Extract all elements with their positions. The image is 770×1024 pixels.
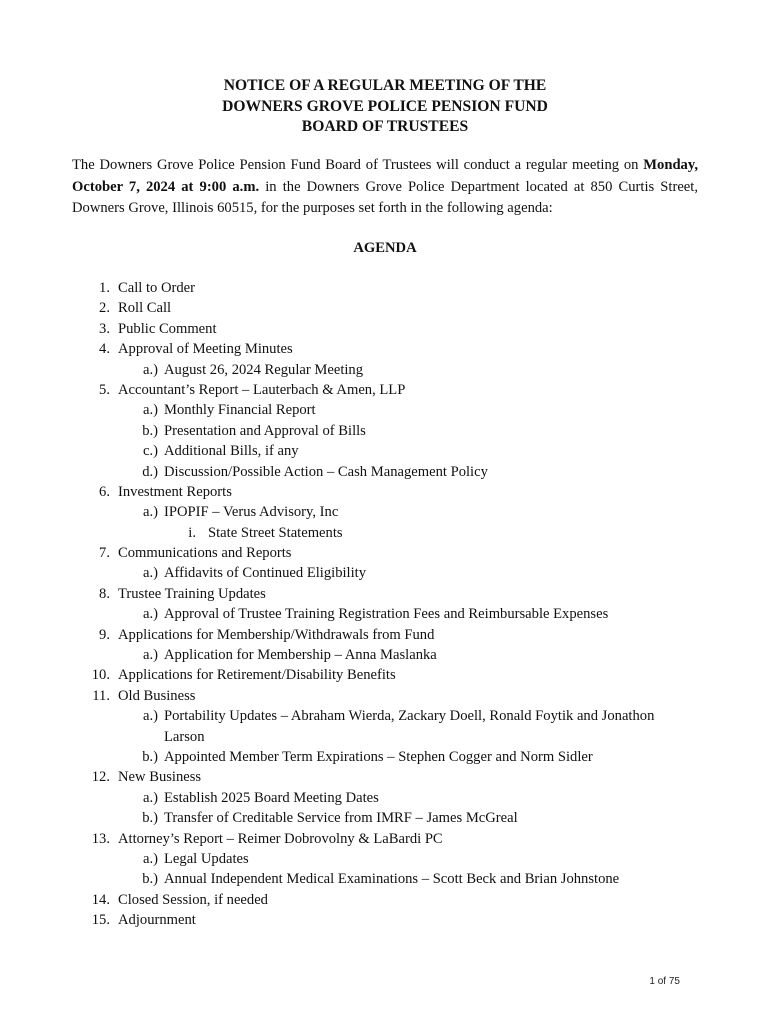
agenda-item-number: i.	[188, 524, 196, 541]
agenda-item-text: Old Business	[118, 687, 196, 704]
agenda-item-text: Larson	[164, 728, 205, 745]
agenda-item	[72, 298, 698, 318]
agenda-item-text: Roll Call	[118, 300, 172, 317]
agenda-item-number: 4.	[99, 341, 110, 358]
agenda-item	[72, 890, 698, 910]
agenda-item-text: Trustee Training Updates	[118, 585, 266, 602]
agenda-item-number: 11.	[92, 687, 110, 704]
agenda-item-number: 6.	[99, 483, 110, 500]
agenda-item-text: Transfer of Creditable Service from IMRF – James McGreal	[164, 810, 518, 827]
agenda-item-number: b.)	[142, 422, 158, 439]
agenda-item	[72, 767, 698, 787]
title-line-2: DOWNERS GROVE POLICE PENSION FUND	[222, 97, 548, 115]
agenda-subitem	[72, 645, 698, 665]
agenda-item	[72, 482, 698, 502]
agenda-subitem	[72, 563, 698, 583]
agenda-item-number: 14.	[91, 891, 110, 908]
agenda-item	[72, 278, 698, 298]
agenda-subitem	[72, 421, 698, 441]
agenda-item-text: State Street Statements	[208, 524, 343, 541]
intro-text-before: The Downers Grove Police Pension Fund Board of Trustees will conduct a regular meeting on	[72, 157, 644, 173]
agenda-subitem	[72, 441, 698, 461]
agenda-item-number: a.)	[143, 565, 158, 582]
agenda-item-number: a.)	[143, 606, 158, 623]
agenda-item-number: 12.	[91, 769, 110, 786]
agenda-subitem	[72, 523, 698, 543]
agenda-item-text: Presentation and Approval of Bills	[164, 422, 366, 439]
agenda-item-text: Additional Bills, if any	[164, 443, 299, 460]
meeting-datetime: Monday, October 7, 2024 at 9:00 a.m.	[72, 157, 698, 195]
agenda-item-number: c.)	[143, 443, 158, 460]
agenda-item	[72, 665, 698, 685]
intro-paragraph	[72, 155, 698, 220]
agenda-item	[72, 319, 698, 339]
agenda-item-text: Applications for Retirement/Disability Benefits	[118, 667, 396, 684]
agenda-subitem	[72, 808, 698, 828]
intro-text-after: in the Downers Grove Police Department located at 850 Curtis Street, Downers Grove, Illinois 60515, for the purposes set forth in the following agenda:	[72, 178, 698, 216]
agenda-subitem	[72, 502, 698, 522]
agenda-subitem	[72, 462, 698, 482]
agenda-item-number: 13.	[91, 830, 110, 847]
agenda-item-continuation	[72, 727, 698, 747]
agenda-item-number: a.)	[143, 504, 158, 521]
agenda-item-text: Call to Order	[118, 280, 196, 296]
notice-title	[72, 76, 698, 138]
agenda-item-text: Communications and Reports	[118, 545, 292, 562]
agenda-item-number: 9.	[99, 626, 110, 643]
agenda-item-text: Accountant’s Report – Lauterbach & Amen, LLP	[118, 381, 406, 398]
agenda-item-number: d.)	[142, 463, 158, 480]
agenda-list	[72, 278, 698, 931]
agenda-subitem	[72, 360, 698, 380]
agenda-subitem	[72, 604, 698, 624]
agenda-item-number: b.)	[142, 810, 158, 827]
agenda-item	[72, 829, 698, 849]
agenda-item-number: a.)	[143, 708, 158, 725]
agenda-item-text: Approval of Meeting Minutes	[118, 341, 293, 358]
agenda-item-number: a.)	[143, 402, 158, 419]
agenda-item	[72, 339, 698, 359]
agenda-item-number: b.)	[142, 748, 158, 765]
agenda-item-text: Approval of Trustee Training Registration Fees and Reimbursable Expenses	[164, 606, 609, 623]
agenda-item	[72, 584, 698, 604]
agenda-item-text: Investment Reports	[118, 483, 232, 500]
agenda-item-number: a.)	[143, 850, 158, 867]
agenda-item-number: a.)	[143, 647, 158, 664]
agenda-item-number: 3.	[99, 320, 110, 337]
agenda-item-number: 5.	[99, 381, 110, 398]
agenda-item-text: Adjournment	[118, 912, 196, 929]
agenda-item-text: Annual Independent Medical Examinations – Scott Beck and Brian Johnstone	[164, 871, 620, 888]
agenda-subitem	[72, 869, 698, 889]
agenda-item-text: Applications for Membership/Withdrawals from Fund	[118, 626, 435, 643]
agenda-item-text: Discussion/Possible Action – Cash Management Policy	[164, 463, 488, 480]
agenda-subitem	[72, 706, 698, 726]
agenda-item	[72, 380, 698, 400]
title-line-3: BOARD OF TRUSTEES	[301, 118, 469, 135]
agenda-item-text: Public Comment	[118, 320, 217, 337]
agenda-item-number: 8.	[99, 585, 110, 602]
agenda-item-text: New Business	[118, 769, 202, 786]
agenda-subitem	[72, 400, 698, 420]
agenda-item-number: 2.	[99, 300, 110, 317]
agenda-item-text: Affidavits of Continued Eligibility	[164, 565, 367, 582]
page-number: 1 of 75	[649, 976, 680, 987]
agenda-item	[72, 686, 698, 706]
agenda-item	[72, 625, 698, 645]
agenda-heading: AGENDA	[353, 240, 417, 256]
agenda-item-text: Establish 2025 Board Meeting Dates	[164, 789, 379, 806]
agenda-item-text: Application for Membership – Anna Maslanka	[164, 647, 437, 664]
agenda-item-number: 15.	[91, 912, 110, 929]
agenda-item-text: Attorney’s Report – Reimer Dobrovolny & LaBardi PC	[118, 830, 443, 847]
agenda-item-number: 7.	[99, 545, 110, 562]
agenda-item	[72, 543, 698, 563]
agenda-item-text: Legal Updates	[164, 850, 249, 867]
title-line-1: NOTICE OF A REGULAR MEETING OF THE	[223, 77, 547, 94]
agenda-subitem	[72, 747, 698, 767]
agenda-item-text: Appointed Member Term Expirations – Stephen Cogger and Norm Sidler	[164, 748, 593, 765]
agenda-item-number: 1.	[99, 280, 110, 296]
agenda-item	[72, 910, 698, 930]
agenda-item-text: August 26, 2024 Regular Meeting	[164, 361, 364, 378]
agenda-item-text: Closed Session, if needed	[118, 891, 268, 908]
agenda-item-number: a.)	[143, 361, 158, 378]
agenda-item-text: Monthly Financial Report	[164, 402, 316, 419]
agenda-item-number: 10.	[91, 667, 110, 684]
agenda-item-text: IPOPIF – Verus Advisory, Inc	[164, 504, 339, 521]
agenda-subitem	[72, 788, 698, 808]
agenda-item-number: b.)	[142, 871, 158, 888]
agenda-item-number: a.)	[143, 789, 158, 806]
agenda-subitem	[72, 849, 698, 869]
agenda-item-text: Portability Updates – Abraham Wierda, Zackary Doell, Ronald Foytik and Jonathon	[164, 708, 655, 725]
